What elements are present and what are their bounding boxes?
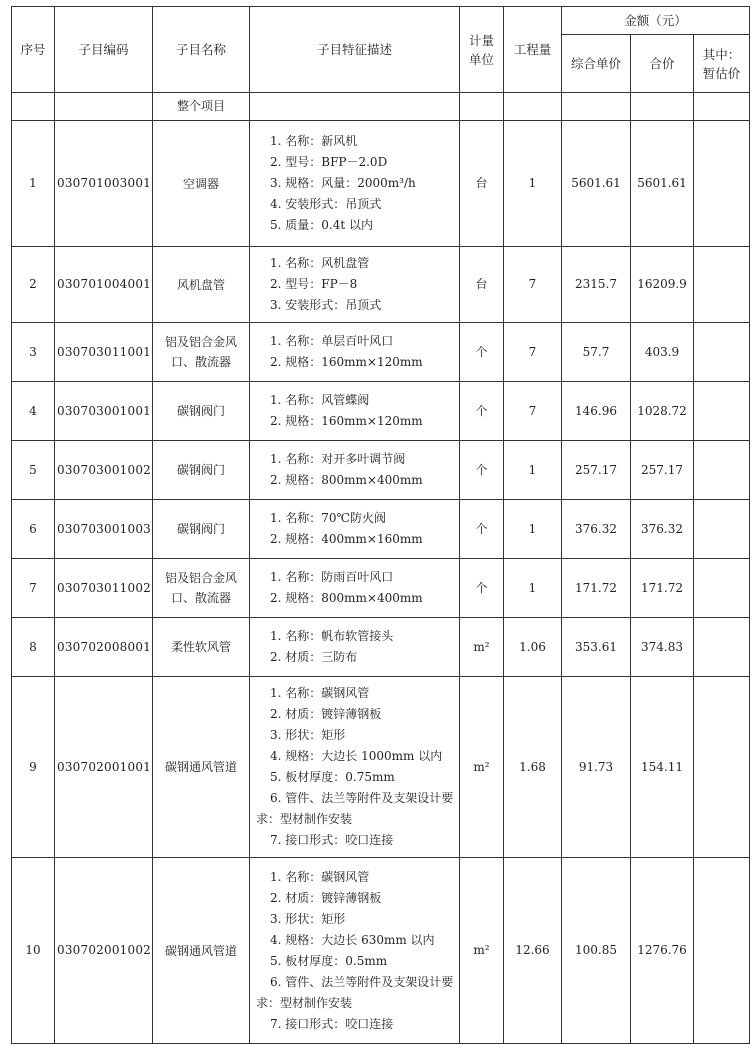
bill-of-quantities (11, 6, 749, 1044)
row-code: 030703011002 (55, 559, 153, 618)
row-seq: 7 (12, 559, 55, 618)
row-unit: 个 (460, 500, 504, 559)
desc-line: 3. 形状：矩形 (270, 728, 346, 742)
row-qty: 1 (504, 559, 562, 618)
desc-line: 2. 型号：BFP－2.0D (270, 155, 388, 169)
row-total: 257.17 (631, 441, 694, 500)
row-unit: m² (460, 858, 504, 1044)
desc-line: 2. 材质：镀锌薄钢板 (270, 890, 382, 905)
row-qty: 1 (504, 500, 562, 559)
desc-line: 6. 管件、法兰等附件及支架设计要求：型材制作安装 (256, 791, 454, 826)
group-row (12, 93, 750, 121)
row-total: 1028.72 (631, 382, 694, 441)
desc-line: 5. 板材厚度：0.75mm (270, 770, 395, 784)
row-name (153, 121, 250, 247)
desc-line: 4. 规格：大边长 630mm 以内 (270, 932, 435, 947)
row-unit: m² (460, 618, 504, 677)
desc-line: 7. 接口形式：咬口连接 (270, 1016, 394, 1031)
header-name: 子目名称 (153, 7, 250, 93)
row-qty: 1.68 (504, 677, 562, 858)
desc-line: 2. 型号：FP－8 (270, 277, 358, 291)
header-unit: 计量单位 (460, 7, 504, 93)
desc-line: 4. 规格：大边长 1000mm 以内 (270, 749, 443, 763)
row-name (153, 500, 250, 559)
table-row (12, 858, 750, 1044)
desc-line: 2. 规格：160mm×120mm (270, 355, 423, 369)
row-name (153, 559, 250, 618)
desc-line: 2. 材质：镀锌薄钢板 (270, 707, 382, 721)
row-code: 030702001002 (55, 858, 153, 1044)
row-unit: 台 (460, 121, 504, 247)
row-total: 5601.61 (631, 121, 694, 247)
row-unit-price: 257.17 (562, 441, 631, 500)
desc-line: 1. 名称：防雨百叶风口 (270, 570, 394, 584)
desc-line: 2. 规格：800mm×400mm (270, 473, 423, 487)
row-qty: 7 (504, 323, 562, 382)
table-row (12, 441, 750, 500)
row-unit: 台 (460, 247, 504, 323)
row-seq: 3 (12, 323, 55, 382)
row-desc (250, 247, 460, 323)
row-seq: 2 (12, 247, 55, 323)
row-code: 030703001001 (55, 382, 153, 441)
row-name-text: 铝及铝合金风口、散流器 (164, 335, 237, 369)
row-desc (250, 382, 460, 441)
row-name (153, 858, 250, 1044)
desc-line: 1. 名称：碳钢风管 (270, 869, 370, 884)
row-code: 030701003001 (55, 121, 153, 247)
header-unit-price: 综合单价 (562, 35, 631, 93)
row-desc (250, 500, 460, 559)
desc-line: 4. 安装形式：吊顶式 (270, 197, 382, 211)
row-unit-price: 376.32 (562, 500, 631, 559)
row-qty: 1.06 (504, 618, 562, 677)
row-qty: 1 (504, 441, 562, 500)
table-row (12, 121, 750, 247)
row-name-text: 空调器 (182, 176, 219, 191)
desc-line: 2. 规格：400mm×160mm (270, 532, 423, 546)
desc-line: 5. 质量：0.4t 以内 (270, 218, 373, 232)
row-provisional (694, 677, 750, 858)
desc-line: 3. 规格：风量：2000m³/h (270, 176, 416, 190)
row-name (153, 618, 250, 677)
row-seq: 10 (12, 858, 55, 1044)
desc-line: 3. 安装形式：吊顶式 (270, 298, 382, 312)
row-name-text: 铝及铝合金风口、散流器 (164, 571, 237, 605)
row-code: 030702008001 (55, 618, 153, 677)
desc-line: 1. 名称：碳钢风管 (270, 686, 370, 700)
row-name-text: 碳钢通风管道 (164, 943, 237, 958)
row-name-text: 碳钢阀门 (176, 404, 225, 418)
desc-line: 1. 名称：帆布软管接头 (270, 629, 394, 643)
row-provisional (694, 500, 750, 559)
row-name (153, 677, 250, 858)
table-row (12, 382, 750, 441)
desc-line: 1. 名称：70℃防火阀 (270, 511, 386, 525)
row-provisional (694, 121, 750, 247)
row-total: 171.72 (631, 559, 694, 618)
row-provisional (694, 858, 750, 1044)
row-seq: 9 (12, 677, 55, 858)
row-desc (250, 121, 460, 247)
row-qty: 1 (504, 121, 562, 247)
table-row (12, 559, 750, 618)
row-total: 154.11 (631, 677, 694, 858)
row-unit-price: 100.85 (562, 858, 631, 1044)
row-desc (250, 677, 460, 858)
row-unit: 个 (460, 441, 504, 500)
desc-line: 5. 板材厚度：0.5mm (270, 953, 388, 968)
row-provisional (694, 382, 750, 441)
row-total: 376.32 (631, 500, 694, 559)
row-seq: 5 (12, 441, 55, 500)
row-name (153, 441, 250, 500)
header-desc: 子目特征描述 (250, 7, 460, 93)
row-name-text: 风机盘管 (176, 277, 225, 292)
row-unit: 个 (460, 559, 504, 618)
row-code: 030703011001 (55, 323, 153, 382)
row-unit-price: 2315.7 (562, 247, 631, 323)
row-qty: 7 (504, 247, 562, 323)
desc-line: 1. 名称：对开多叶调节阀 (270, 452, 406, 466)
desc-line: 6. 管件、法兰等附件及支架设计要求：型材制作安装 (256, 974, 454, 1010)
row-unit: m² (460, 677, 504, 858)
row-desc (250, 618, 460, 677)
row-seq: 8 (12, 618, 55, 677)
row-provisional (694, 618, 750, 677)
row-seq: 4 (12, 382, 55, 441)
row-name-text: 碳钢阀门 (176, 522, 225, 536)
table-row (12, 500, 750, 559)
quantities-table (11, 6, 750, 1044)
desc-line: 3. 形状：矩形 (270, 911, 346, 926)
row-provisional (694, 323, 750, 382)
table-header (12, 7, 750, 93)
row-unit-price: 353.61 (562, 618, 631, 677)
desc-line: 2. 规格：160mm×120mm (270, 414, 423, 428)
desc-line: 1. 名称：新风机 (270, 134, 358, 148)
row-desc (250, 858, 460, 1044)
row-seq: 1 (12, 121, 55, 247)
desc-line: 1. 名称：风管蝶阀 (270, 393, 370, 407)
desc-line: 1. 名称：单层百叶风口 (270, 334, 394, 348)
row-unit: 个 (460, 323, 504, 382)
row-total: 1276.76 (631, 858, 694, 1044)
desc-line: 7. 接口形式：咬口连接 (270, 833, 394, 847)
row-provisional (694, 247, 750, 323)
header-qty: 工程量 (504, 7, 562, 93)
row-unit-price: 57.7 (562, 323, 631, 382)
table-body (12, 93, 750, 1044)
row-provisional (694, 441, 750, 500)
row-desc (250, 323, 460, 382)
header-amount: 金额（元） (562, 7, 750, 35)
desc-line: 2. 材质：三防布 (270, 650, 358, 664)
row-total: 403.9 (631, 323, 694, 382)
row-total: 16209.9 (631, 247, 694, 323)
row-desc (250, 441, 460, 500)
desc-line: 1. 名称：风机盘管 (270, 256, 370, 270)
row-name-text: 碳钢阀门 (176, 463, 225, 477)
row-desc (250, 559, 460, 618)
row-name-text: 柔性软风管 (170, 640, 231, 654)
table-row (12, 247, 750, 323)
row-unit-price: 5601.61 (562, 121, 631, 247)
row-provisional (694, 559, 750, 618)
row-unit-price: 146.96 (562, 382, 631, 441)
row-unit-price: 171.72 (562, 559, 631, 618)
row-qty: 12.66 (504, 858, 562, 1044)
row-total: 374.83 (631, 618, 694, 677)
header-total: 合价 (631, 35, 694, 93)
row-qty: 7 (504, 382, 562, 441)
row-unit-price: 91.73 (562, 677, 631, 858)
header-seq: 序号 (12, 7, 55, 93)
row-unit: 个 (460, 382, 504, 441)
header-code: 子目编码 (55, 7, 153, 93)
table-row (12, 677, 750, 858)
row-seq: 6 (12, 500, 55, 559)
table-row (12, 618, 750, 677)
row-code: 030701004001 (55, 247, 153, 323)
row-code: 030703001003 (55, 500, 153, 559)
row-code: 030702001001 (55, 677, 153, 858)
group-name: 整个项目 (153, 93, 250, 121)
row-name (153, 247, 250, 323)
table-row (12, 323, 750, 382)
desc-line: 2. 规格：800mm×400mm (270, 591, 423, 605)
row-name (153, 382, 250, 441)
row-name (153, 323, 250, 382)
row-code: 030703001002 (55, 441, 153, 500)
row-name-text: 碳钢通风管道 (164, 760, 237, 774)
header-provisional: 其中：暂估价 (694, 35, 750, 93)
